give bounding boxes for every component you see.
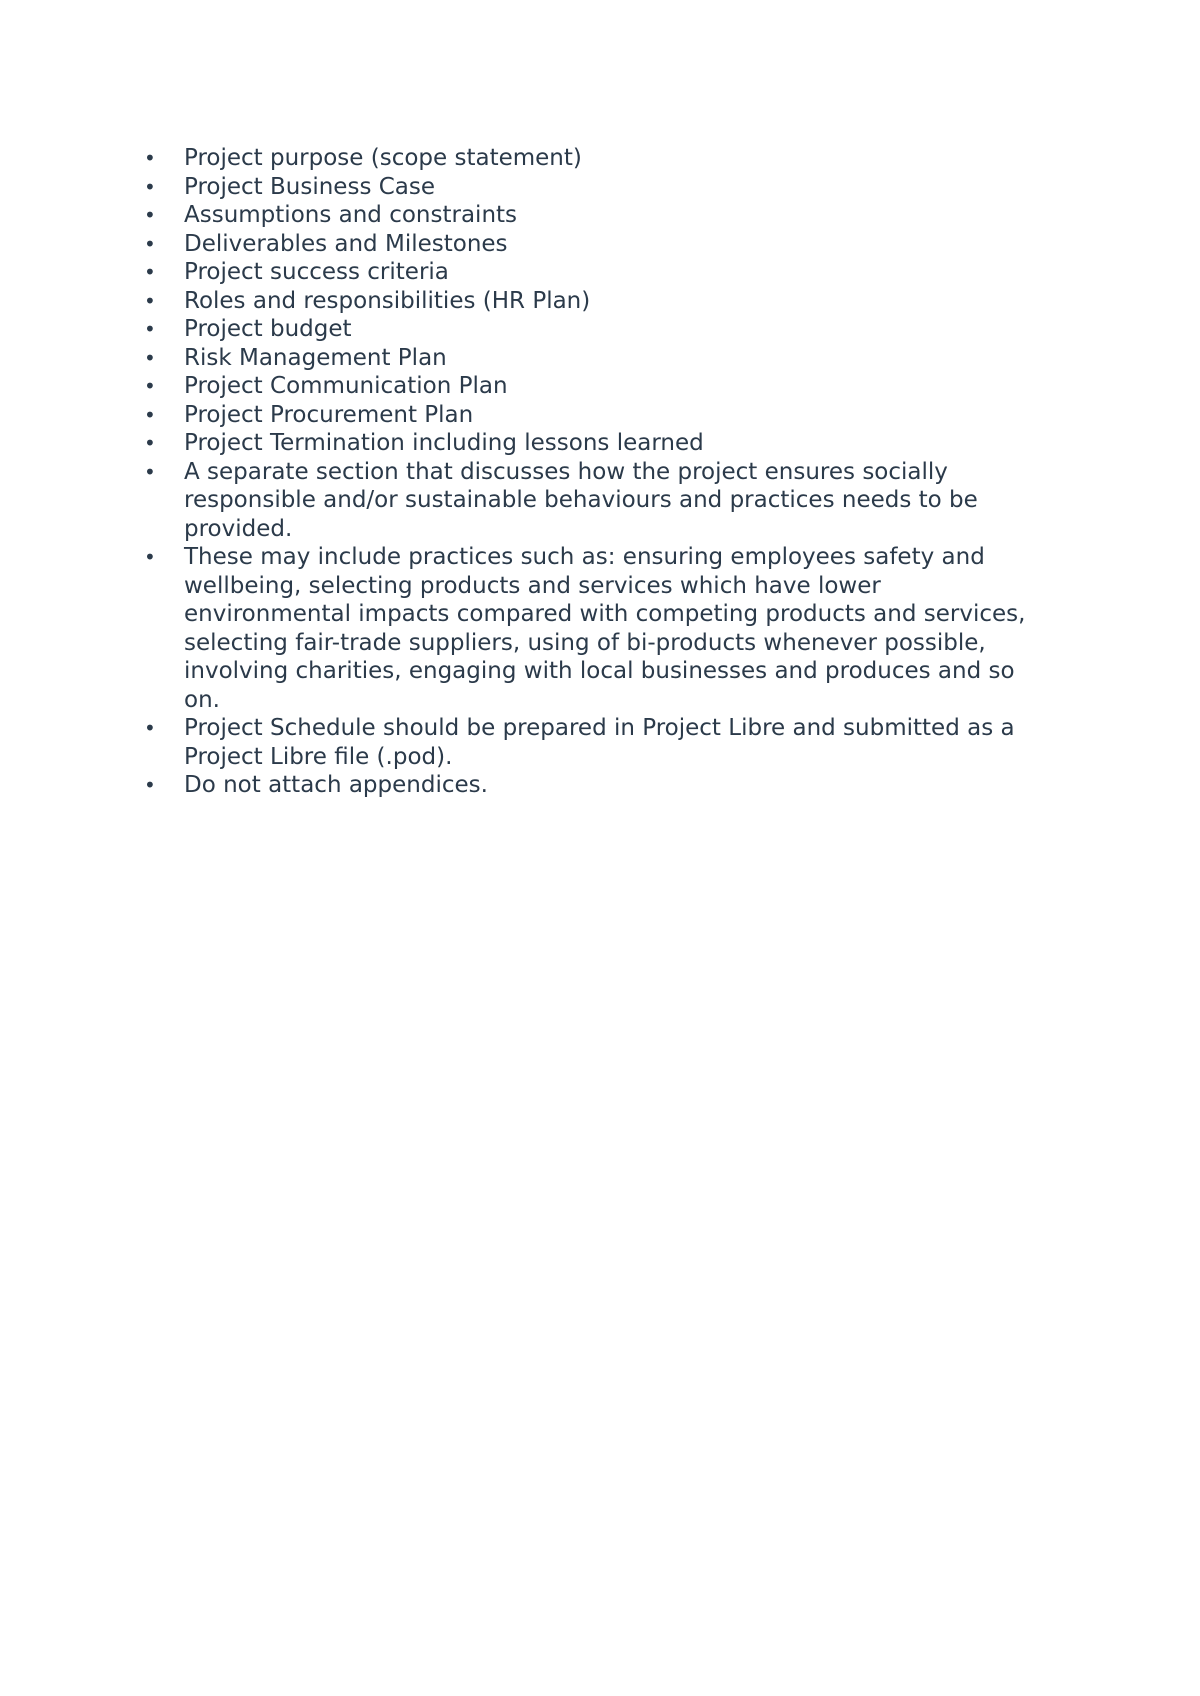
bullet-icon: • <box>144 345 156 370</box>
bullet-icon: • <box>144 716 156 740</box>
list-item-text: Project budget <box>184 316 352 342</box>
list-item <box>140 144 1040 173</box>
list-item-text: Project Procurement Plan <box>184 401 474 428</box>
list-item <box>140 173 1040 202</box>
list-item-text: Do not attach appendices. <box>184 772 488 798</box>
bullet-icon: • <box>144 374 156 398</box>
list-item-text: Roles and responsibilities (HR Plan) <box>184 287 591 314</box>
bullet-icon: • <box>144 773 156 797</box>
list-item-text: Risk Management Plan <box>184 344 447 371</box>
list-item-text: Project Schedule should be prepared in Project Libre and submitted as a Project Libre file (.pod). <box>184 715 1015 770</box>
list-item-text: Project success criteria <box>184 259 449 285</box>
bullet-icon: • <box>144 146 156 170</box>
bullet-icon: • <box>144 317 156 341</box>
list-item-text: Project Communication Plan <box>184 373 508 399</box>
list-item-text: Project purpose (scope statement) <box>184 145 582 171</box>
bullet-icon: • <box>144 203 156 227</box>
bullet-list <box>140 144 1040 800</box>
list-item <box>140 372 1040 401</box>
list-item <box>140 230 1040 259</box>
list-item <box>140 344 1040 373</box>
list-item-text: Deliverables and Milestones <box>184 230 508 257</box>
list-item-text: Project Termination including lessons learned <box>184 430 704 456</box>
list-item <box>140 258 1040 287</box>
bullet-icon: • <box>144 431 156 455</box>
bullet-icon: • <box>144 231 156 256</box>
list-item <box>140 458 1040 544</box>
bullet-icon: • <box>144 260 156 284</box>
list-item <box>140 201 1040 230</box>
list-item <box>140 714 1040 771</box>
list-item <box>140 401 1040 430</box>
bullet-icon: • <box>144 459 156 484</box>
list-item-text: A separate section that discusses how the project ensures socially responsible and/or sustainable behaviours and practices needs to be provided. <box>184 458 978 542</box>
list-item <box>140 315 1040 344</box>
list-item <box>140 771 1040 800</box>
bullet-icon: • <box>144 174 156 199</box>
list-item-text: Project Business Case <box>184 173 436 200</box>
list-item-text: Assumptions and constraints <box>184 202 518 228</box>
bullet-icon: • <box>144 545 156 569</box>
bullet-icon: • <box>144 402 156 427</box>
list-item-text: These may include practices such as: ensuring employees safety and wellbeing, selecting products and services which have lower environmental impacts compared with competing products and services, selecting fair-trade suppliers, using of bi-products whenever possible, involving charities, engaging with local businesses and produces and so on. <box>184 544 1026 713</box>
list-item <box>140 429 1040 458</box>
bullet-icon: • <box>144 288 156 313</box>
list-item <box>140 543 1040 714</box>
list-item <box>140 287 1040 316</box>
